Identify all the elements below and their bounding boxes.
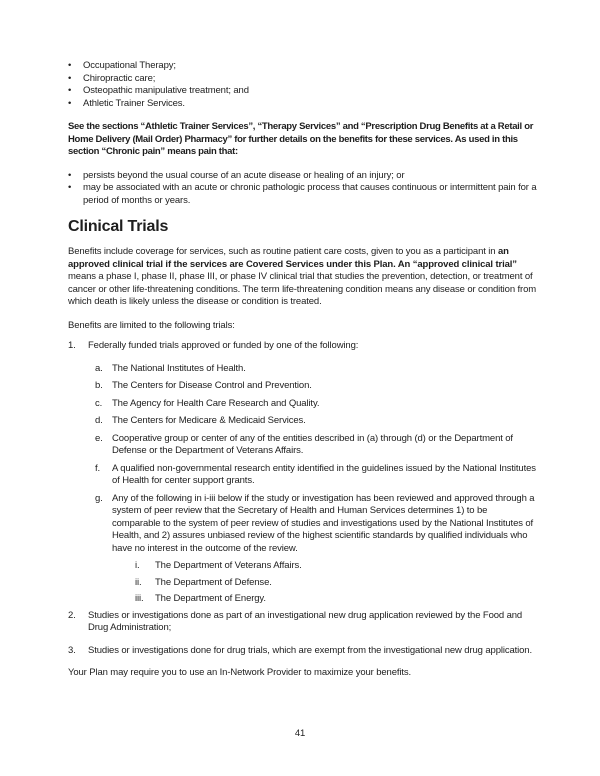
list-item-text: Federally funded trials approved or funded by one of the following: — [88, 340, 359, 351]
list-item-text: Studies or investigations done for drug trials, which are exempt from the investigational new drug application. — [88, 644, 532, 656]
number-marker: 2. — [68, 609, 76, 621]
list-item-text: The Agency for Health Care Research and Quality. — [112, 397, 320, 409]
letter-marker: d. — [95, 415, 103, 426]
list-item-text: Any of the following in i-iii below if the study or investigation has been reviewed and approved through a system of peer review that the Secretary of Health and Human Services determines 1) to be comparable to the system of peer review of studies and investigations used by the National Institutes of Health, and 2) assures unbiased review of the highest scientific standards by qualified individuals who have no interest in the outcome of the review. — [112, 492, 535, 554]
list-item-text: Osteopathic manipulative treatment; and — [83, 85, 249, 96]
intro-text-bold: an approved clinical trial if the services are Covered Services under this Plan. An “approved clinical trial” — [68, 246, 517, 270]
list-item-text: The Department of Defense. — [155, 576, 272, 588]
page-content — [68, 60, 538, 691]
list-item — [95, 380, 538, 393]
list-item-text: Chiropractic care; — [83, 72, 156, 84]
list-item-text: Athletic Trainer Services. — [83, 97, 185, 109]
closing-paragraph: Your Plan may require you to use an In-Network Provider to maximize your benefits. — [68, 667, 412, 678]
list-item — [68, 610, 538, 635]
letter-marker: g. — [95, 492, 103, 504]
list-item — [95, 493, 538, 556]
list-item-text: Cooperative group or center of any of the entities described in (a) through (d) or the Department of Defense or the Department of Veterans Affairs. — [112, 432, 513, 456]
list-item-text: persists beyond the usual course of an acute disease or healing of an injury; or — [83, 169, 405, 181]
number-marker: 3. — [68, 644, 76, 656]
see-sections-paragraph: See the sections “Athletic Trainer Services”, “Therapy Services” and “Prescription Drug Benefits at a Retail or Home Delivery (Mail Order) Pharmacy” for further details on the benefits for these services. As used in this section “Chronic pain” means pain that: — [68, 121, 534, 157]
trials-list — [68, 340, 538, 657]
letter-marker: f. — [95, 462, 101, 474]
intro-text-normal: means a phase I, phase II, phase III, or phase IV clinical trial that studies the prevention, detection, or treatment of cancer or other life-threatening conditions. The term life-threatening condition means any disease or condition from which death is likely unless the disease or condition is treated. — [68, 271, 537, 307]
list-item — [95, 398, 538, 411]
list-item-text: The Department of Veterans Affairs. — [155, 560, 302, 571]
bullet-marker: • — [68, 72, 72, 84]
letter-marker: a. — [95, 362, 103, 374]
letter-marker: b. — [95, 380, 103, 391]
intro-text-normal: Benefits include coverage for services, such as routine patient care costs, given to you as a participant in — [68, 246, 498, 257]
list-item — [68, 170, 538, 183]
bullet-marker: • — [68, 169, 72, 181]
bullet-marker: • — [68, 182, 72, 193]
list-item — [135, 560, 538, 573]
benefits-limited-paragraph: Benefits are limited to the following trials: — [68, 319, 235, 331]
list-item-text: A qualified non-governmental research entity identified in the guidelines issued by the National Institutes of Health for center support grants. — [112, 462, 536, 486]
list-item — [68, 645, 538, 658]
bullet-marker: • — [68, 60, 72, 71]
list-item — [95, 363, 538, 376]
therapy-services-bullet-list — [68, 60, 538, 110]
section-heading: Clinical Trials — [68, 218, 169, 235]
roman-marker: iii. — [135, 593, 144, 604]
list-item — [95, 433, 538, 458]
list-item — [95, 463, 538, 488]
page-number: 41 — [294, 728, 306, 739]
list-item-text: may be associated with an acute or chronic pathologic process that causes continuous or intermittent pain for a period of months or years. — [83, 182, 537, 206]
letter-marker: c. — [95, 397, 103, 409]
chronic-pain-bullet-list — [68, 170, 538, 208]
number-marker: 1. — [68, 340, 76, 351]
list-item — [68, 60, 538, 73]
list-item-text: Occupational Therapy; — [83, 60, 176, 71]
list-item-text: The National Institutes of Health. — [112, 362, 246, 374]
list-item — [68, 85, 538, 98]
list-item — [135, 593, 538, 606]
list-item-text: The Department of Energy. — [155, 593, 266, 604]
list-item-text: The Centers for Disease Control and Prevention. — [112, 380, 312, 391]
list-item — [68, 73, 538, 86]
roman-marker: ii. — [135, 576, 142, 588]
list-item — [95, 415, 538, 428]
list-item — [135, 577, 538, 590]
list-item — [68, 182, 538, 207]
list-item-text: Studies or investigations done as part of an investigational new drug application reviewed by the Food and Drug Administration; — [88, 609, 523, 633]
list-item-text: The Centers for Medicare & Medicaid Services. — [112, 415, 306, 426]
bullet-marker: • — [68, 85, 72, 96]
list-item — [68, 98, 538, 111]
clinical-trials-intro-paragraph — [68, 246, 538, 309]
bullet-marker: • — [68, 97, 72, 109]
letter-marker: e. — [95, 432, 103, 444]
list-item — [68, 340, 538, 353]
roman-marker: i. — [135, 560, 140, 571]
